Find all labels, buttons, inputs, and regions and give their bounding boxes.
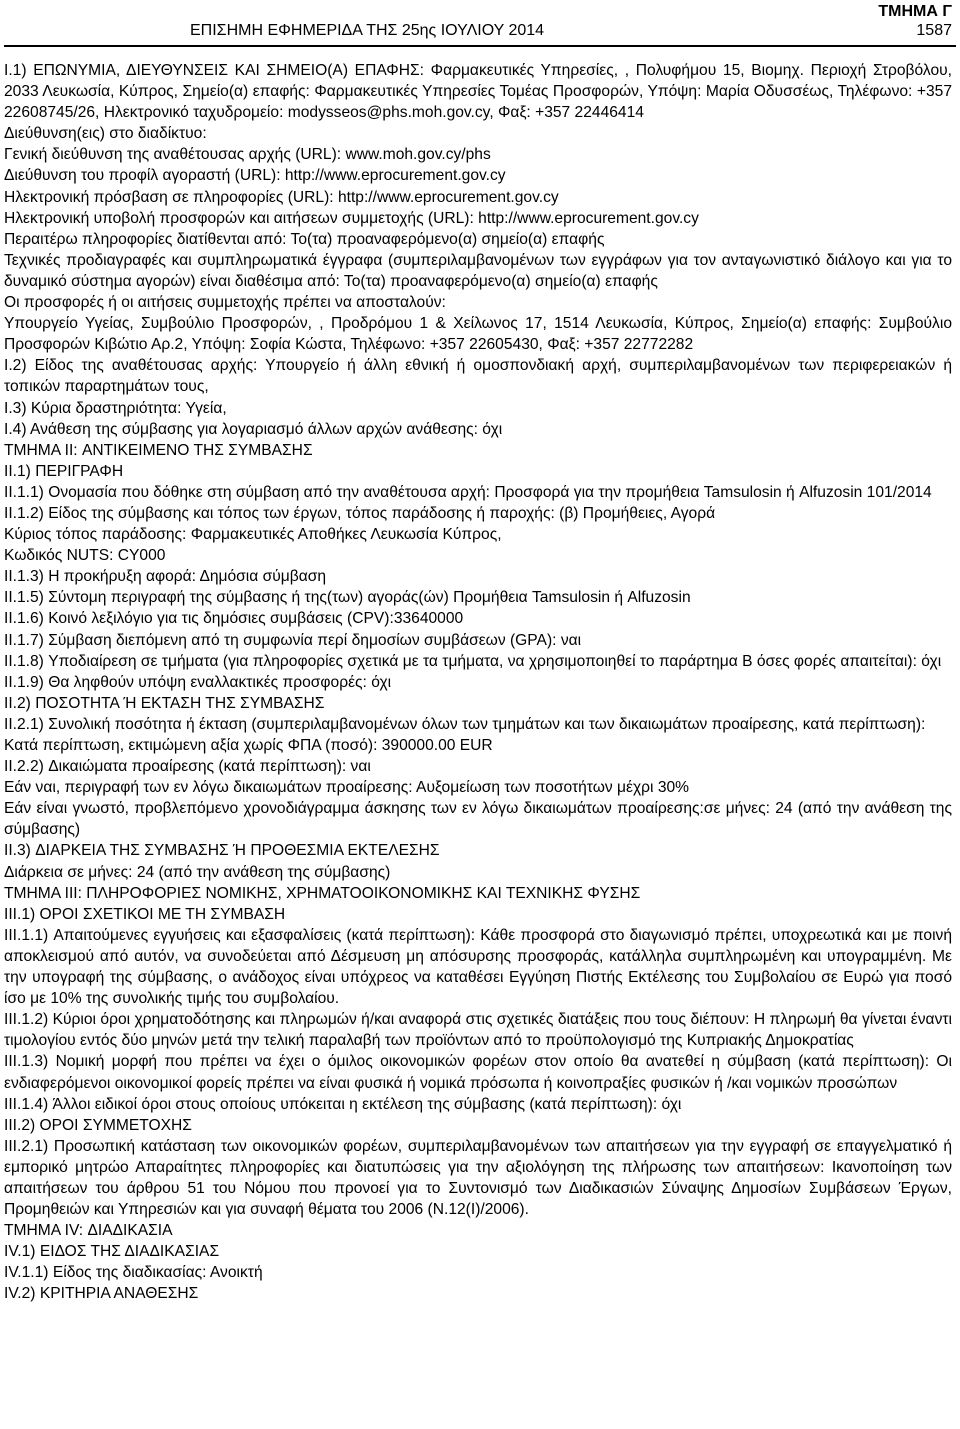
document-paragraph: Υπουργείο Υγείας, Συμβούλιο Προσφορών, , Προδρόμου 1 & Χείλωνος 17, 1514 Λευκωσία, Κύπρος, Σημείο(α) επαφής: Συμβούλιο Προσφορών Κιβώτιο Αρ.2, Υπόψη: Σοφία Κώστα, Τηλέφωνο: +357 22605430, Φαξ: +357 22772282 bbox=[4, 315, 952, 354]
document-paragraph: Ι.4) Ανάθεση της σύμβασης για λογαριασμό άλλων αρχών ανάθεσης: όχι bbox=[4, 420, 503, 438]
document-paragraph: II.1.7) Σύμβαση διεπόμενη από τη συμφωνία περί δημοσίων συμβάσεων (GPA): ναι bbox=[4, 631, 582, 649]
document-paragraph: ΤΜΗΜΑ III: ΠΛΗΡΟΦΟΡΙΕΣ ΝΟΜΙΚΗΣ, ΧΡΗΜΑΤΟΟΙΚΟΝΟΜΙΚΗΣ ΚΑΙ ΤΕΧΝΙΚΗΣ ΦΥΣΗΣ bbox=[4, 884, 641, 902]
document-paragraph: III.1.4) Άλλοι ειδικοί όροι στους οποίους υπόκειται η εκτέλεση της σύμβασης (κατά περίπτωση): όχι bbox=[4, 1095, 682, 1113]
document-paragraph: III.1) ΟΡΟΙ ΣΧΕΤΙΚΟΙ ΜΕ ΤΗ ΣΥΜΒΑΣΗ bbox=[4, 905, 286, 923]
document-paragraph: IV.1.1) Είδος της διαδικασίας: Ανοικτή bbox=[4, 1264, 263, 1282]
gazette-title: ΕΠΙΣΗΜΗ ΕΦΗΜΕΡΙΔΑ ΤΗΣ 25ης ΙΟΥΛΙΟΥ 2014 bbox=[190, 22, 545, 39]
document-paragraph: Κωδικός NUTS: CY000 bbox=[4, 547, 166, 565]
document-paragraph: III.1.3) Νομική μορφή που πρέπει να έχει ο όμιλος οικονομικών φορέων στον οποίο θα ανατεθεί η σύμβαση (κατά περίπτωση): Οι ενδιαφερόμενοι οικονομικοί φορείς πρέπει να είναι φυσικά ή νομικά πρόσωπα ή κοινοπραξίες φυσικών ή /και νομικών προσώπων bbox=[4, 1053, 952, 1092]
document-paragraph: II.1.2) Είδος της σύμβασης και τόπος των έργων, τόπος παράδοσης ή παροχής: (β) Προμήθειες, Αγορά bbox=[4, 504, 716, 522]
document-paragraph: Οι προσφορές ή οι αιτήσεις συμμετοχής πρέπει να αποσταλούν: bbox=[4, 294, 446, 312]
document-paragraph: Διάρκεια σε μήνες: 24 (από την ανάθεση της σύμβασης) bbox=[4, 863, 391, 881]
document-paragraph: Εάν είναι γνωστό, προβλεπόμενο χρονοδιάγραμμα άσκησης των εν λόγω δικαιωμάτων προαίρεσης:σε μήνες: 24 (από την ανάθεση της σύμβασης) bbox=[4, 800, 952, 839]
document-paragraph: Ι.2) Είδος της αναθέτουσας αρχής: Υπουργείο ή άλλη εθνική ή ομοσπονδιακή αρχή, συμπεριλαμβανομένων των περιφερειακών ή τοπικών παραρτημάτων τους, bbox=[4, 357, 952, 396]
document-paragraph: II.1) ΠΕΡΙΓΡΑΦΗ bbox=[4, 462, 124, 480]
document-paragraph: II.3) ΔΙΑΡΚΕΙΑ ΤΗΣ ΣΥΜΒΑΣΗΣ Ή ΠΡΟΘΕΣΜΙΑ ΕΚΤΕΛΕΣΗΣ bbox=[4, 842, 440, 860]
document-paragraph: II.1.8) Υποδιαίρεση σε τμήματα (για πληροφορίες σχετικά με τα τμήματα, να χρησιμοποιηθεί το παράρτημα B όσες φορές απαιτείται): όχι bbox=[4, 652, 942, 670]
document-paragraph: II.1.6) Κοινό λεξιλόγιο για τις δημόσιες συμβάσεις (CPV):33640000 bbox=[4, 610, 464, 628]
document-paragraph: Ι.3) Κύρια δραστηριότητα: Υγεία, bbox=[4, 399, 227, 417]
section-label: ΤΜΗΜΑ Γ bbox=[878, 3, 952, 20]
document-paragraph: IV.2) ΚΡΙΤΗΡΙΑ ΑΝΑΘΕΣΗΣ bbox=[4, 1285, 199, 1303]
document-paragraph: II.1.9) Θα ληφθούν υπόψη εναλλακτικές προσφορές: όχι bbox=[4, 673, 392, 691]
document-paragraph: Διεύθυνση(εις) στο διαδίκτυο: bbox=[4, 125, 207, 143]
document-paragraph: Διεύθυνση του προφίλ αγοραστή (URL): http://www.eprocurement.gov.cy bbox=[4, 167, 506, 185]
document-paragraph: Κατά περίπτωση, εκτιμώμενη αξία χωρίς ΦΠΑ (ποσό): 390000.00 EUR bbox=[4, 737, 493, 754]
document-paragraph: III.2) ΟΡΟΙ ΣΥΜΜΕΤΟΧΗΣ bbox=[4, 1116, 192, 1134]
document-paragraph: ΤΜΗΜΑ II: ΑΝΤΙΚΕΙΜΕΝΟ ΤΗΣ ΣΥΜΒΑΣΗΣ bbox=[4, 441, 313, 459]
document-paragraph: II.1.1) Ονομασία που δόθηκε στη σύμβαση από την αναθέτουσα αρχή: Προσφορά για την προμήθεια Tamsulosin ή Alfuzosin 101/2014 bbox=[4, 483, 932, 501]
document-paragraph: Ηλεκτρονική υποβολή προσφορών και αιτήσεων συμμετοχής (URL): http://www.eprocurement.gov.cy bbox=[4, 209, 699, 227]
document-paragraph: III.1.2) Κύριοι όροι χρηματοδότησης και πληρωμών ή/και αναφορά στις σχετικές διατάξεις που τους διέπουν: Η πληρωμή θα γίνεται έναντι τιμολογίου εντός δύο μηνών μετά την τελική παραλαβή των προϊόντων από το προϋπολογισμό της Κυπριακής Δημοκρατίας bbox=[4, 1011, 952, 1050]
document-paragraph: Κύριος τόπος παράδοσης: Φαρμακευτικές Αποθήκες Λευκωσία Κύπρος, bbox=[4, 526, 502, 544]
document-paragraph: Τεχνικές προδιαγραφές και συμπληρωματικά έγγραφα (συμπεριλαμβανομένων των εγγράφων για τον ανταγωνιστικό διάλογο και για το δυναμικό σύστημα αγορών) είναι διαθέσιμα από: Το(τα) προαναφερόμενο(α) σημείο(α) επαφής bbox=[4, 251, 952, 290]
document-paragraph: Περαιτέρω πληροφορίες διατίθενται από: Το(τα) προαναφερόμενο(α) σημείο(α) επαφής bbox=[4, 230, 605, 248]
document-paragraph: III.2.1) Προσωπική κατάσταση των οικονομικών φορέων, συμπεριλαμβανομένων των απαιτήσεων για την εγγραφή σε επαγγελματικό ή εμπορικό μητρώο Απαραίτητες πληροφορίες και διατυπώσεις για την αξιολόγηση της πλήρωσης των απαιτήσεων: Ικανοποίηση των απαιτήσεων του άρθρου 51 του Νόμου που προνοεί για το Συντονισμό των Διαδικασιών Σύναψης Δημοσίων Συμβάσεων Έργων, Προμηθειών και Υπηρεσιών και για συναφή θέματα του 2006 (Ν.12(Ι)/2006). bbox=[4, 1137, 952, 1219]
document-paragraph: Ι.1) ΕΠΩΝΥΜΙΑ, ΔΙΕΥΘΥΝΣΕΙΣ ΚΑΙ ΣΗΜΕΙΟ(Α) ΕΠΑΦΗΣ: Φαρμακευτικές Υπηρεσίες, , Πολυφήμου 15, Βιομηχ. Περιοχή Στροβόλου, 2033 Λευκωσία, Κύπρος, Σημείο(α) επαφής: Φαρμακευτικές Υπηρεσίες Τομέας Προσφορών, Υπόψη: Μαρία Οδυσσέως, Τηλέφωνο: +357 22608745/26, Ηλεκτρονικό ταχυδρομείο: modysseos@phs.moh.gov.cy, Φαξ: +357 22446414 bbox=[4, 62, 952, 122]
document-paragraph: III.1.1) Απαιτούμενες εγγυήσεις και εξασφαλίσεις (κατά περίπτωση): Κάθε προσφορά στο διαγωνισμό πρέπει, υποχρεωτικά και με ποινή αποκλεισμού από αυτόν, να συνοδεύεται από Δέσμευση μη απόσυρσης προσφοράς, κατάλληλα συμπληρωμένη και υπογραμμένη. Με την υπογραφή της σύμβασης, ο ανάδοχος είναι υπόχρεος να καταθέσει Εγγύηση Πιστής Εκτέλεσης του Συμβολαίου σε Ευρώ για ποσό ίσο με 10% της συνολικής τιμής του συμβολαίου. bbox=[4, 926, 952, 1008]
document-body bbox=[4, 60, 952, 1305]
document-paragraph: II.1.5) Σύντομη περιγραφή της σύμβασης ή της(των) αγοράς(ών) Προμήθεια Tamsulosin ή Alfuzosin bbox=[4, 589, 691, 607]
document-paragraph: II.1.3) Η προκήρυξη αφορά: Δημόσια σύμβαση bbox=[4, 568, 327, 586]
document-paragraph: Ηλεκτρονική πρόσβαση σε πληροφορίες (URL): http://www.eprocurement.gov.cy bbox=[4, 188, 559, 206]
document-paragraph: Εάν ναι, περιγραφή των εν λόγω δικαιωμάτων προαίρεσης: Αυξομείωση των ποσοτήτων μέχρι 30% bbox=[4, 779, 690, 797]
document-paragraph: II.2) ΠΟΣΟΤΗΤΑ Ή ΕΚΤΑΣΗ ΤΗΣ ΣΥΜΒΑΣΗΣ bbox=[4, 694, 325, 712]
page-number: 1587 bbox=[916, 22, 952, 39]
header-divider bbox=[4, 45, 956, 47]
document-paragraph: II.2.2) Δικαιώματα προαίρεσης (κατά περίπτωση): ναι bbox=[4, 758, 371, 776]
document-paragraph: II.2.1) Συνολική ποσότητα ή έκταση (συμπεριλαμβανομένων όλων των τμημάτων και των δικαιωμάτων προαίρεσης, κατά περίπτωση): bbox=[4, 715, 926, 733]
document-paragraph: Γενική διεύθυνση της αναθέτουσας αρχής (URL): www.moh.gov.cy/phs bbox=[4, 146, 491, 164]
document-paragraph: IV.1) ΕΙΔΟΣ ΤΗΣ ΔΙΑΔΙΚΑΣΙΑΣ bbox=[4, 1243, 220, 1261]
document-paragraph: ΤΜΗΜΑ IV: ΔΙΑΔΙΚΑΣΙΑ bbox=[4, 1222, 173, 1240]
